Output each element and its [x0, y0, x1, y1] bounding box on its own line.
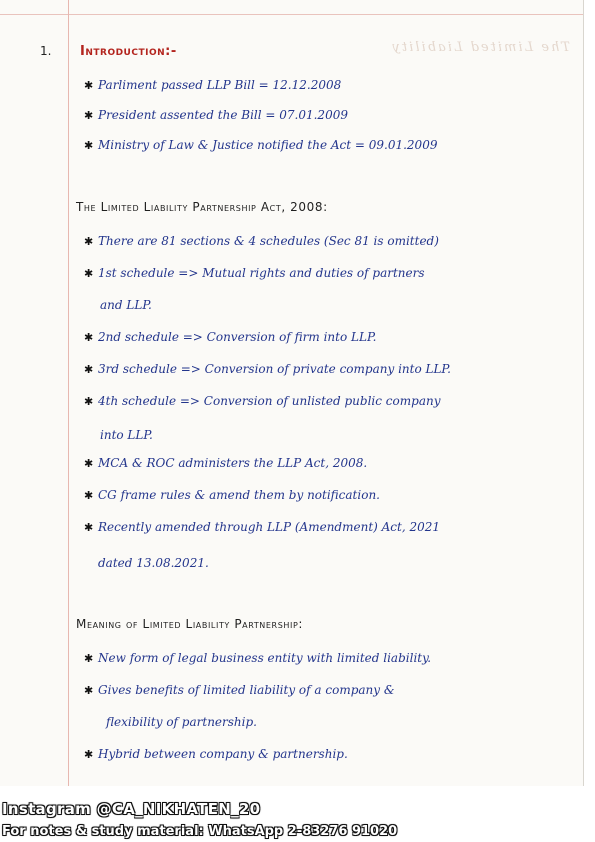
act-item-6	[84, 456, 367, 470]
act-item-3	[84, 330, 376, 344]
whatsapp-watermark: For notes & study material: WhatsApp 2-83276 91020	[2, 824, 398, 839]
bleed-through-text: The Limited Liability	[390, 40, 570, 55]
act-item-text: There are 81 sections & 4 schedules (Sec 81 is omitted)	[98, 234, 439, 248]
meaning-item-1	[84, 651, 431, 665]
bullet-star-icon: ✱	[84, 521, 94, 534]
act-item-7	[84, 488, 380, 502]
act-item-8	[84, 520, 440, 534]
act-item-text: 1st schedule => Mutual rights and duties of partners	[98, 266, 425, 280]
intro-item-text: Ministry of Law & Justice notified the Act = 09.01.2009	[98, 138, 438, 152]
act-item-2	[84, 266, 425, 280]
introduction-heading: Introduction:-	[80, 44, 177, 59]
bullet-star-icon: ✱	[84, 79, 94, 92]
meaning-item-2	[84, 683, 395, 697]
act-item-4	[84, 362, 451, 376]
bullet-star-icon: ✱	[84, 331, 94, 344]
meaning-item-2-continued: flexibility of partnership.	[106, 715, 257, 729]
llp-act-heading: The Limited Liability Partnership Act, 2008:	[76, 200, 328, 214]
meaning-item-text: Hybrid between company & partnership.	[98, 747, 348, 761]
meaning-item-text: New form of legal business entity with limited liability.	[98, 651, 432, 665]
intro-item-2	[84, 108, 348, 122]
instagram-watermark: Instagram @CA_NIKHATEN_20	[2, 800, 261, 818]
bullet-star-icon: ✱	[84, 139, 94, 152]
bullet-star-icon: ✱	[84, 748, 94, 761]
act-item-5-continued: into LLP.	[100, 428, 153, 442]
intro-item-text: President assented the Bill = 07.01.2009	[98, 108, 348, 122]
act-item-text: Recently amended through LLP (Amendment) Act, 2021	[98, 520, 441, 534]
act-item-text: 3rd schedule => Conversion of private company into LLP.	[98, 362, 451, 376]
act-item-text: MCA & ROC administers the LLP Act, 2008.	[98, 456, 368, 470]
act-item-1	[84, 234, 439, 248]
intro-item-text: Parliment passed LLP Bill = 12.12.2008	[98, 78, 342, 92]
intro-item-1	[84, 78, 341, 92]
meaning-heading: Meaning of Limited Liability Partnership:	[76, 617, 304, 631]
page-margin-rule	[68, 0, 69, 786]
act-item-2-continued: and LLP.	[100, 298, 152, 312]
act-item-text: 4th schedule => Conversion of unlisted public company	[98, 394, 441, 408]
section-number: 1.	[40, 44, 52, 58]
meaning-item-text: Gives benefits of limited liability of a company &	[98, 683, 395, 697]
act-item-text: CG frame rules & amend them by notification.	[98, 488, 380, 502]
act-item-text: 2nd schedule => Conversion of firm into LLP.	[98, 330, 377, 344]
bullet-star-icon: ✱	[84, 395, 94, 408]
page-top-rule	[0, 14, 583, 15]
bullet-star-icon: ✱	[84, 267, 94, 280]
bullet-star-icon: ✱	[84, 652, 94, 665]
bullet-star-icon: ✱	[84, 235, 94, 248]
act-item-5	[84, 394, 440, 408]
meaning-item-3	[84, 747, 348, 761]
bullet-star-icon: ✱	[84, 489, 94, 502]
bullet-star-icon: ✱	[84, 363, 94, 376]
bullet-star-icon: ✱	[84, 457, 94, 470]
intro-item-3	[84, 138, 437, 152]
act-item-8-continued: dated 13.08.2021.	[98, 556, 209, 570]
bullet-star-icon: ✱	[84, 684, 94, 697]
bullet-star-icon: ✱	[84, 109, 94, 122]
